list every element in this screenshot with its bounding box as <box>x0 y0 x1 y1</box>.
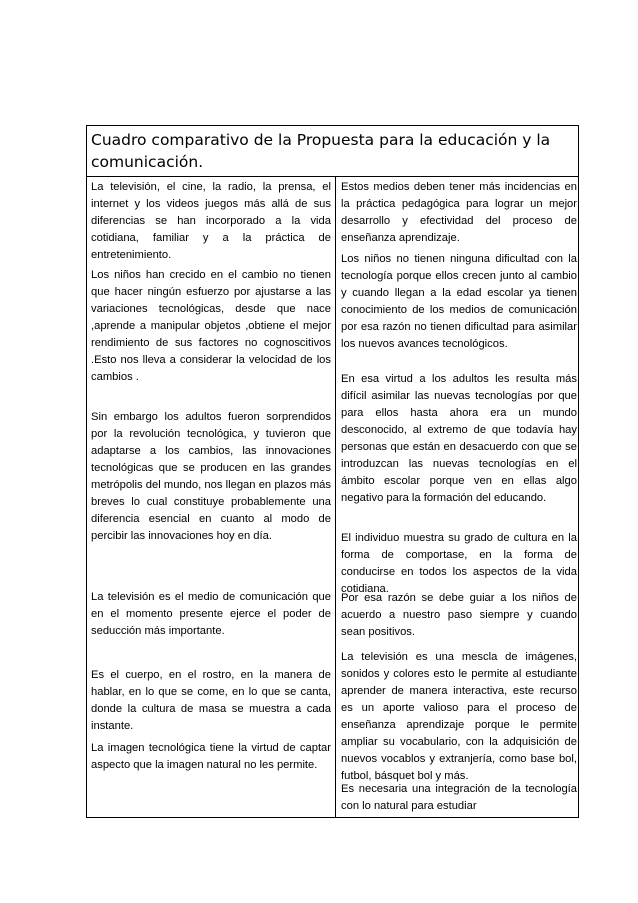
document-title: Cuadro comparativo de la Propuesta para la educación y la comunicación. <box>86 125 579 177</box>
right-paragraph-5: Por esa razón se debe guiar a los niños de acuerdo a nuestro paso siempre y cuando sean positivos. <box>341 592 577 638</box>
right-paragraph-3: En esa virtud a los adultos les resulta más difícil asimilar las nuevas tecnologías por que para ellos hasta ahora era un mundo desconocido, al extremo de que todavía hay personas que están en desacuerdo con que se introduzcan las nuevas tecnologías en el ámbito escolar porque ven en ellas algo negativo para la formación del educando. <box>341 373 577 504</box>
left-paragraph-6: La imagen tecnológica tiene la virtud de captar aspecto que la imagen natural no les permite. <box>91 742 331 771</box>
left-paragraph-1: La televisión, el cine, la radio, la prensa, el internet y los videos juegos más allá de sus diferencias se han incorporado a la vida cotidiana, familiar y a la práctica de entretenimiento. <box>91 181 331 261</box>
left-paragraph-4: La televisión es el medio de comunicación que en el momento presente ejerce el poder de seducción más importante. <box>91 591 331 637</box>
column-divider <box>335 177 336 817</box>
left-paragraph-2: Los niños han crecido en el cambio no tienen que hacer ningún esfuerzo por ajustarse a las variaciones tecnológicas, desde que nace ,aprende a manipular objetos ,obtiene el mejor rendimiento de sus factores no cognoscitivos .Esto nos lleva a considerar la velocidad de los cambios . <box>91 269 331 383</box>
right-paragraph-7: Es necesaria una integración de la tecnología con lo natural para estudiar <box>341 783 577 812</box>
right-paragraph-2: Los niños no tienen ninguna dificultad con la tecnología porque ellos crecen junto al cambio y cuando llegan a la edad escolar ya tienen conocimiento de los medios de comunicación por esa razón no tienen dificultad para asimilar los nuevos avances tecnológicos. <box>341 253 577 350</box>
right-paragraph-4: El individuo muestra su grado de cultura en la forma de comportase, en la forma de conducirse en todos los aspectos de la vida cotidiana. <box>341 532 577 595</box>
left-paragraph-3: Sin embargo los adultos fueron sorprendidos por la revolución tecnológica, y tuvieron que adaptarse a los cambios, las innovaciones tecnológicas que se producen en las grandes metrópolis del mundo, nos llegan en plazos más breves lo cual constituye probablemente una diferencia esencial en cuanto al modo de percibir las innovaciones hoy en día. <box>91 411 331 542</box>
comparison-table <box>86 177 579 818</box>
right-paragraph-6: La televisión es una mescla de imágenes, sonidos y colores esto le permite al estudiante aprender de manera interactiva, este recurso es un aporte valioso para el proceso de enseñanza aprendizaje porque le permite ampliar su vocabulario, con la adquisición de nuevos vocablos y extranjería, como base bol, futbol, básquet bol y más. <box>341 651 577 782</box>
left-paragraph-5: Es el cuerpo, en el rostro, en la manera de hablar, en lo que se come, en lo que se canta, donde la cultura de masa se muestra a cada instante. <box>91 669 331 732</box>
right-paragraph-1: Estos medios deben tener más incidencias en la práctica pedagógica para lograr un mejor desarrollo y efectividad del proceso de enseñanza aprendizaje. <box>341 181 577 244</box>
